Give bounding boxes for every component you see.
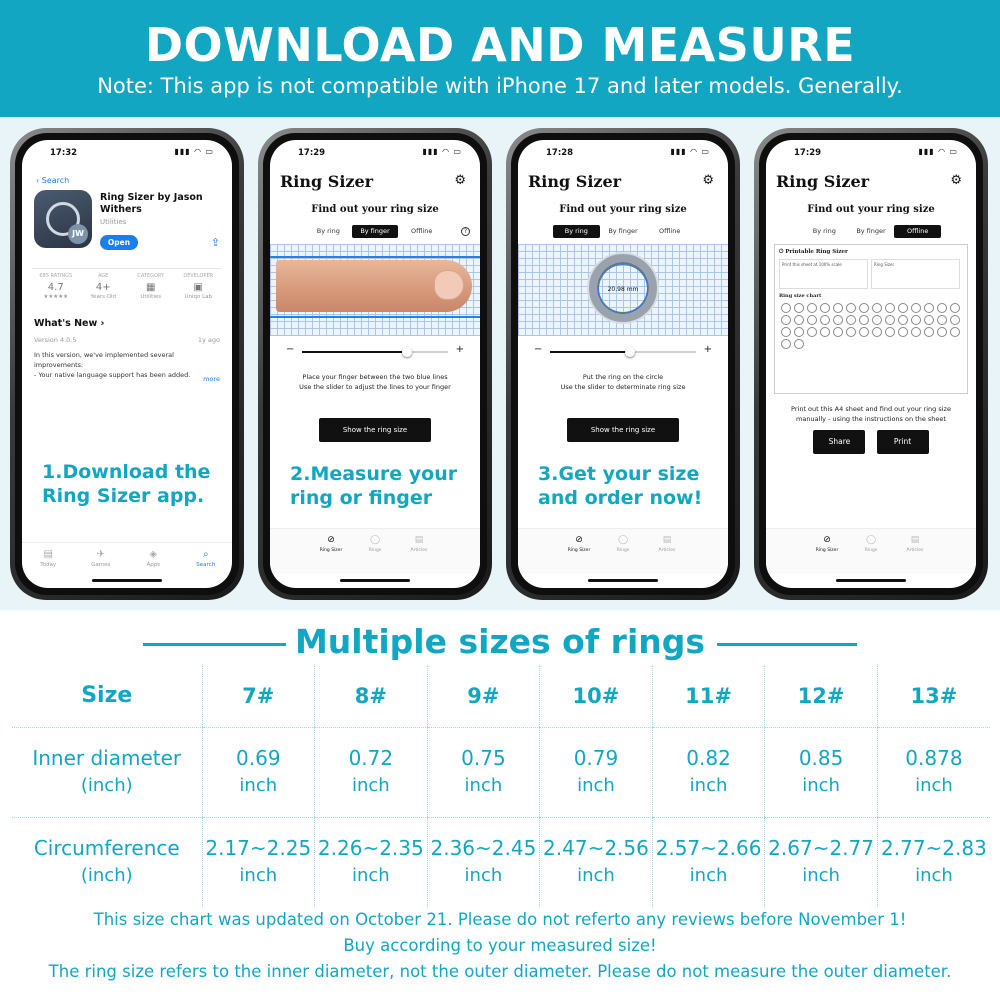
ring-sizer-icon: ⊘ <box>327 535 335 545</box>
articles-icon: ▤ <box>910 535 920 545</box>
finger-image <box>276 260 472 312</box>
lower-guide-line[interactable] <box>270 316 480 318</box>
note-line-2: Buy according to your measured size! <box>343 936 657 955</box>
status-icons: ▮▮▮ ◠ ▭ <box>918 147 958 156</box>
ring-sizer-app-icon[interactable] <box>34 190 92 248</box>
phone-offline <box>754 128 988 600</box>
app-name: Ring Sizer by Jason Withers <box>100 192 203 215</box>
tab-offline[interactable]: Offline <box>659 227 681 235</box>
measure-grid <box>270 244 480 336</box>
size-circle <box>846 315 856 325</box>
size-circle <box>911 327 921 337</box>
find-size-heading: Find out your ring size <box>559 204 687 215</box>
tab-articles[interactable]: ▤ Articles <box>397 529 441 574</box>
size-circle <box>794 315 804 325</box>
rings-icon: ◯ <box>865 535 877 545</box>
instructions: Place your finger between the two blue lines Use the slider to adjust the lines to your finger <box>299 373 451 391</box>
home-indicator <box>340 579 410 582</box>
inner-diameter-header: Inner diameter (inch) <box>12 727 202 817</box>
more-link[interactable]: more <box>203 375 220 383</box>
show-ring-size-button[interactable]: Show the ring size <box>319 418 431 442</box>
gear-icon[interactable]: ⚙ <box>950 173 962 188</box>
tab-today[interactable]: ▤ Today <box>22 543 75 576</box>
stat-ratings: 685 RATINGS 4.7 ★★★★★ <box>39 273 73 300</box>
decrease-button[interactable]: − <box>286 344 295 355</box>
printable-sheet-preview <box>774 244 968 394</box>
inner-diameter-cell: 0.878 inch <box>877 727 990 817</box>
header-banner <box>0 0 1000 117</box>
size-circle <box>911 315 921 325</box>
instructions: Put the ring on the circle Use the slider to determinate ring size <box>560 373 686 391</box>
rings-icon: ◯ <box>617 535 629 545</box>
tab-by-ring[interactable]: By ring <box>812 227 836 235</box>
tab-rings[interactable]: ◯ Rings <box>849 529 893 574</box>
increase-button[interactable]: + <box>455 344 464 355</box>
tab-articles[interactable]: ▤ Articles <box>645 529 689 574</box>
inner-diameter-cell: 0.75 inch <box>427 727 540 817</box>
status-time: 17:32 <box>50 148 78 158</box>
size-circle <box>794 303 804 313</box>
gear-icon[interactable]: ⚙ <box>454 173 466 188</box>
circumference-cell: 2.47~2.56 inch <box>540 817 653 907</box>
slider-knob[interactable] <box>402 347 412 357</box>
size-circle <box>807 315 817 325</box>
by-ring-screen <box>518 140 728 588</box>
note-line-3: The ring size refers to the inner diameter, not the outer diameter. Please do not measure the outer diameter. <box>48 962 952 981</box>
phone-by-finger <box>258 128 492 600</box>
size-circle <box>781 303 791 313</box>
size-circle <box>898 303 908 313</box>
sheet-title: ⏻ Printable Ring Sizer <box>779 249 848 255</box>
stat-category: CATEGORY ▦ Utilities <box>137 273 165 300</box>
tab-ring-sizer[interactable]: ⊘ Ring Sizer <box>805 529 849 574</box>
sheet-instructions-box: Print this sheet at 100% scale <box>779 259 868 289</box>
size-circle <box>820 327 830 337</box>
note-line-1: This size chart was updated on October 21. Please do not referto any reviews before November 1! <box>93 910 907 929</box>
size-circle <box>833 303 843 313</box>
search-icon: ⌕ <box>202 549 209 560</box>
status-icons: ▮▮▮ ◠ ▭ <box>174 147 214 156</box>
ring-sizer-icon: ⊘ <box>575 535 583 545</box>
tab-rings[interactable]: ◯ Rings <box>353 529 397 574</box>
size-column-header: 9# <box>427 665 540 727</box>
tab-by-finger[interactable]: By finger <box>608 227 638 235</box>
circumference-header: Circumference (inch) <box>33 836 180 887</box>
size-circle <box>937 315 947 325</box>
print-button[interactable]: Print <box>877 430 929 454</box>
size-circle <box>898 327 908 337</box>
size-row <box>12 665 990 727</box>
size-column-header: 10# <box>540 665 653 727</box>
size-circles <box>779 302 963 350</box>
rings-icon: ◯ <box>369 535 381 545</box>
size-circle <box>859 303 869 313</box>
size-header: Size <box>12 665 202 727</box>
size-circle <box>937 303 947 313</box>
inner-diameter-cell: 0.85 inch <box>765 727 878 817</box>
upper-guide-line[interactable] <box>270 256 480 258</box>
inner-diameter-cell: 0.79 inch <box>540 727 653 817</box>
size-circle <box>950 315 960 325</box>
version-age: 1y ago <box>197 336 220 344</box>
size-circle <box>911 303 921 313</box>
release-notes: In this version, we've implemented several improvements: - Your native language support has been added. <box>34 351 191 379</box>
size-circle <box>820 303 830 313</box>
print-instructions: Print out this A4 sheet and find out your ring size manually - using the instructions on the sheet <box>791 405 951 423</box>
version-label: Version 4.0.5 <box>34 336 77 344</box>
today-icon: ▤ <box>43 549 53 560</box>
circumference-cell: 2.57~2.66 inch <box>652 817 765 907</box>
size-circle <box>872 327 882 337</box>
banner-title: DOWNLOAD AND MEASURE <box>144 18 856 72</box>
size-circle <box>924 303 934 313</box>
size-circle <box>859 327 869 337</box>
size-circle <box>794 327 804 337</box>
size-circle <box>924 315 934 325</box>
size-column-header: 13# <box>877 665 990 727</box>
tab-by-finger[interactable]: By finger <box>352 225 399 238</box>
app-category: Utilities <box>100 218 127 226</box>
home-indicator <box>836 579 906 582</box>
size-circle <box>924 327 934 337</box>
find-size-heading: Find out your ring size <box>807 204 935 215</box>
size-circle <box>950 303 960 313</box>
tab-search[interactable]: ⌕ Search <box>180 543 233 576</box>
find-size-heading: Find out your ring size <box>311 204 439 215</box>
size-circle <box>820 315 830 325</box>
sheet-chart-title: Ring size chart <box>779 293 822 299</box>
step-1-caption: 1.Download the Ring Sizer app. <box>42 461 211 507</box>
phone-by-ring <box>506 128 740 600</box>
size-circle <box>794 339 804 349</box>
games-icon: ✈ <box>96 549 105 560</box>
inner-diameter-row <box>12 727 990 817</box>
ring-diameter-readout: 20.98 mm <box>607 286 639 293</box>
increase-button[interactable]: + <box>703 344 712 355</box>
app-title: Ring Sizer <box>776 172 870 191</box>
size-circle <box>885 303 895 313</box>
open-button[interactable]: Open <box>100 235 138 250</box>
tab-rings[interactable]: ◯ Rings <box>601 529 645 574</box>
circumference-cell: 2.67~2.77 inch <box>765 817 878 907</box>
inner-diameter-cell: 0.82 inch <box>652 727 765 817</box>
tab-by-ring[interactable]: By ring <box>316 227 340 235</box>
status-time: 17:28 <box>546 148 574 158</box>
jw-badge: JW <box>68 224 88 244</box>
size-circle <box>807 303 817 313</box>
size-column-header: 7# <box>202 665 315 727</box>
circumference-cell: 2.26~2.35 inch <box>315 817 428 907</box>
size-slider[interactable] <box>286 346 464 356</box>
sheet-ruler-box: Ring Sizer <box>871 259 960 289</box>
mode-segmented-control <box>553 225 693 238</box>
circumference-cell: 2.36~2.45 inch <box>427 817 540 907</box>
offline-screen <box>766 140 976 588</box>
size-circle <box>872 315 882 325</box>
tab-ring-sizer[interactable]: ⊘ Ring Sizer <box>557 529 601 574</box>
home-indicator <box>92 579 162 582</box>
size-column-header: 12# <box>765 665 878 727</box>
help-icon[interactable]: ? <box>461 227 470 236</box>
articles-icon: ▤ <box>662 535 672 545</box>
status-icons: ▮▮▮ ◠ ▭ <box>670 147 710 156</box>
circumference-cell: 2.17~2.25 inch <box>202 817 315 907</box>
share-icon[interactable]: ⇪ <box>210 236 220 249</box>
articles-icon: ▤ <box>414 535 424 545</box>
size-circle <box>833 327 843 337</box>
phone-app-store <box>10 128 244 600</box>
app-stats <box>32 268 222 310</box>
circumference-cell: 2.77~2.83 inch <box>877 817 990 907</box>
tab-by-finger[interactable]: By finger <box>856 227 886 235</box>
size-column-header: 11# <box>652 665 765 727</box>
size-circle <box>950 327 960 337</box>
size-circle <box>859 315 869 325</box>
tab-articles[interactable]: ▤ Articles <box>893 529 937 574</box>
ring-app-tabbar <box>766 528 976 574</box>
circumference-row <box>12 817 990 907</box>
app-title: Ring Sizer <box>280 172 374 191</box>
tab-by-ring[interactable]: By ring <box>553 225 600 238</box>
stat-age: AGE 4+ Years Old <box>90 273 117 300</box>
sizes-title: Multiple sizes of rings <box>294 622 706 661</box>
step-3-caption: 3.Get your size and order now! <box>538 463 703 509</box>
size-circle <box>781 315 791 325</box>
status-time: 17:29 <box>794 148 822 158</box>
back-to-search-link[interactable]: ‹ Search <box>36 176 70 185</box>
inner-diameter-cell: 0.72 inch <box>315 727 428 817</box>
gear-icon[interactable]: ⚙ <box>702 173 714 188</box>
apps-icon: ◈ <box>149 549 158 560</box>
size-circle <box>937 327 947 337</box>
slider-knob[interactable] <box>625 347 635 357</box>
mode-segmented-control <box>305 225 445 238</box>
ring-app-tabbar <box>518 528 728 574</box>
whats-new-heading[interactable]: What's New › <box>34 318 105 329</box>
tab-offline[interactable]: Offline <box>894 225 941 238</box>
ring-sizer-icon: ⊘ <box>823 535 831 545</box>
share-button[interactable]: Share <box>813 430 865 454</box>
size-circle <box>846 327 856 337</box>
footer-notes <box>0 907 1000 985</box>
size-slider[interactable] <box>534 346 712 356</box>
status-time: 17:29 <box>298 148 326 158</box>
phone-showcase <box>0 118 1000 610</box>
size-circle <box>807 327 817 337</box>
size-column-header: 8# <box>315 665 428 727</box>
size-circle <box>833 315 843 325</box>
tab-ring-sizer[interactable]: ⊘ Ring Sizer <box>309 529 353 574</box>
size-circle <box>885 327 895 337</box>
app-title: Ring Sizer <box>528 172 622 191</box>
size-circle <box>898 315 908 325</box>
ring-app-tabbar <box>270 528 480 574</box>
tab-offline[interactable]: Offline <box>411 227 433 235</box>
measure-grid <box>518 244 728 336</box>
inner-diameter-cell: 0.69 inch <box>202 727 315 817</box>
show-ring-size-button[interactable]: Show the ring size <box>567 418 679 442</box>
size-circle <box>872 303 882 313</box>
ring-size-table <box>12 665 990 907</box>
step-2-caption: 2.Measure your ring or finger <box>290 463 458 509</box>
size-circle <box>781 327 791 337</box>
app-store-tabbar <box>22 542 232 576</box>
size-circle <box>885 315 895 325</box>
size-circle <box>781 339 791 349</box>
home-indicator <box>588 579 658 582</box>
size-circle <box>846 303 856 313</box>
by-finger-screen <box>270 140 480 588</box>
app-store-screen <box>22 140 232 588</box>
stat-developer: DEVELOPER ▣ Uniqo Lab <box>183 273 214 300</box>
tab-games[interactable]: ✈ Games <box>75 543 128 576</box>
status-icons: ▮▮▮ ◠ ▭ <box>422 147 462 156</box>
tab-apps[interactable]: ◈ Apps <box>127 543 180 576</box>
decrease-button[interactable]: − <box>534 344 543 355</box>
banner-note: Note: This app is not compatible with iPhone 17 and later models. Generally. <box>97 74 903 98</box>
mode-segmented-control <box>801 225 941 238</box>
